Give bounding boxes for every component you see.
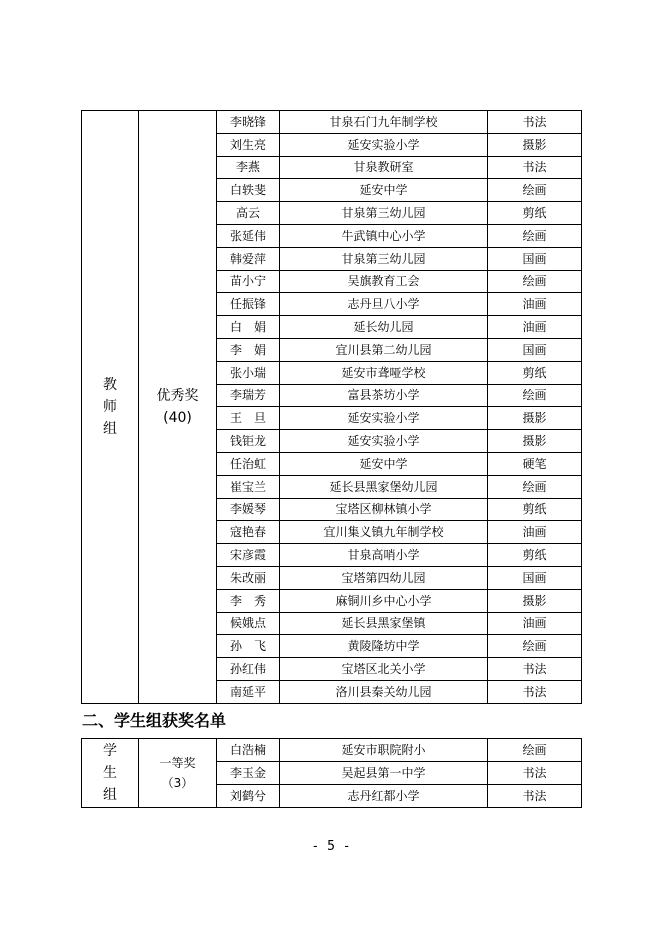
unit-cell: 甘泉教研室 (280, 156, 488, 179)
category-cell: 书法 (488, 658, 582, 681)
winner-name-cell: 李玉金 (217, 762, 280, 785)
unit-cell: 志丹红都小学 (280, 785, 488, 808)
unit-cell: 宝塔区柳林镇小学 (280, 498, 488, 521)
category-cell: 绘画 (488, 475, 582, 498)
category-cell: 绘画 (488, 739, 582, 762)
category-cell: 油画 (488, 612, 582, 635)
unit-cell: 宜川集义镇九年制学校 (280, 521, 488, 544)
award-cell (139, 739, 217, 808)
category-cell: 剪纸 (488, 361, 582, 384)
winner-name-cell: 孙红伟 (217, 658, 280, 681)
unit-cell: 志丹旦八小学 (280, 293, 488, 316)
category-cell: 油画 (488, 293, 582, 316)
group-char: 学 (103, 743, 117, 759)
winner-name-cell: 宋彦霞 (217, 544, 280, 567)
category-cell: 油画 (488, 521, 582, 544)
winner-name-cell: 崔宝兰 (217, 475, 280, 498)
unit-cell: 甘泉第三幼儿园 (280, 202, 488, 225)
category-cell: 剪纸 (488, 544, 582, 567)
winner-name-cell: 白轶斐 (217, 179, 280, 202)
category-cell: 国画 (488, 247, 582, 270)
winner-name-cell: 南延平 (217, 680, 280, 703)
winner-name-cell: 李燕 (217, 156, 280, 179)
group-char: 教 (103, 376, 117, 393)
unit-cell: 吴起县第一中学 (280, 762, 488, 785)
category-cell: 绘画 (488, 270, 582, 293)
winner-name-cell: 李 秀 (217, 589, 280, 612)
award-count: （3） (161, 776, 194, 790)
unit-cell: 延长县黑家堡幼儿园 (280, 475, 488, 498)
category-cell: 国画 (488, 566, 582, 589)
winner-name-cell: 朱改丽 (217, 566, 280, 589)
group-char: 组 (103, 787, 117, 803)
winner-name-cell: 高云 (217, 202, 280, 225)
unit-cell: 延安实验小学 (280, 133, 488, 156)
group-cell (82, 739, 139, 808)
category-cell: 书法 (488, 785, 582, 808)
award-name: 一等奖 (159, 756, 196, 770)
winner-name-cell: 钱钜龙 (217, 430, 280, 453)
winner-name-cell: 李瑞芳 (217, 384, 280, 407)
category-cell: 油画 (488, 316, 582, 339)
unit-cell: 甘泉石门九年制学校 (280, 111, 488, 134)
group-char: 师 (103, 398, 117, 415)
winner-name-cell: 孙 飞 (217, 635, 280, 658)
winner-name-cell: 李媛琴 (217, 498, 280, 521)
group-cell (82, 111, 139, 704)
category-cell: 绘画 (488, 384, 582, 407)
unit-cell: 延安市职院附小 (280, 739, 488, 762)
table-row (82, 111, 582, 134)
winner-name-cell: 刘鹤兮 (217, 785, 280, 808)
category-cell: 剪纸 (488, 202, 582, 225)
group-char: 生 (103, 765, 117, 781)
winner-name-cell: 寇艳春 (217, 521, 280, 544)
category-cell: 绘画 (488, 635, 582, 658)
unit-cell: 延安中学 (280, 452, 488, 475)
unit-cell: 宝塔区北关小学 (280, 658, 488, 681)
winner-name-cell: 白 娟 (217, 316, 280, 339)
category-cell: 摄影 (488, 133, 582, 156)
category-cell: 国画 (488, 338, 582, 361)
category-cell: 书法 (488, 111, 582, 134)
category-cell: 绘画 (488, 224, 582, 247)
winner-name-cell: 韩爱萍 (217, 247, 280, 270)
group-char: 组 (103, 420, 117, 437)
category-cell: 摄影 (488, 407, 582, 430)
category-cell: 书法 (488, 156, 582, 179)
unit-cell: 吴旗教育工会 (280, 270, 488, 293)
award-name: 优秀奖 (156, 387, 199, 404)
award-cell (139, 111, 217, 704)
category-cell: 剪纸 (488, 498, 582, 521)
winner-name-cell: 任振锋 (217, 293, 280, 316)
award-count: (40) (163, 409, 192, 426)
unit-cell: 麻铜川乡中心小学 (280, 589, 488, 612)
unit-cell: 洛川县秦关幼儿园 (280, 680, 488, 703)
winner-name-cell: 王 旦 (217, 407, 280, 430)
unit-cell: 宝塔第四幼儿园 (280, 566, 488, 589)
unit-cell: 甘泉高哨小学 (280, 544, 488, 567)
category-cell: 绘画 (488, 179, 582, 202)
category-cell: 摄影 (488, 430, 582, 453)
winner-name-cell: 张小瑞 (217, 361, 280, 384)
unit-cell: 延安市聋哑学校 (280, 361, 488, 384)
student-award-table (81, 738, 582, 808)
winner-name-cell: 李晓锋 (217, 111, 280, 134)
unit-cell: 甘泉第三幼儿园 (280, 247, 488, 270)
unit-cell: 黄陵隆坊中学 (280, 635, 488, 658)
table-row (82, 739, 582, 762)
winner-name-cell: 苗小宁 (217, 270, 280, 293)
category-cell: 硬笔 (488, 452, 582, 475)
unit-cell: 富县茶坊小学 (280, 384, 488, 407)
winner-name-cell: 任治虹 (217, 452, 280, 475)
category-cell: 摄影 (488, 589, 582, 612)
unit-cell: 延长幼儿园 (280, 316, 488, 339)
winner-name-cell: 候娥点 (217, 612, 280, 635)
category-cell: 书法 (488, 762, 582, 785)
unit-cell: 延长县黑家堡镇 (280, 612, 488, 635)
teacher-award-table (81, 110, 582, 704)
unit-cell: 延安实验小学 (280, 430, 488, 453)
section-heading: 二、学生组获奖名单 (82, 711, 227, 730)
unit-cell: 宜川县第二幼儿园 (280, 338, 488, 361)
unit-cell: 牛武镇中心小学 (280, 224, 488, 247)
page-number: - 5 - (311, 839, 351, 854)
winner-name-cell: 李 娟 (217, 338, 280, 361)
winner-name-cell: 白浩楠 (217, 739, 280, 762)
category-cell: 书法 (488, 680, 582, 703)
winner-name-cell: 刘生亮 (217, 133, 280, 156)
winner-name-cell: 张延伟 (217, 224, 280, 247)
unit-cell: 延安实验小学 (280, 407, 488, 430)
unit-cell: 延安中学 (280, 179, 488, 202)
